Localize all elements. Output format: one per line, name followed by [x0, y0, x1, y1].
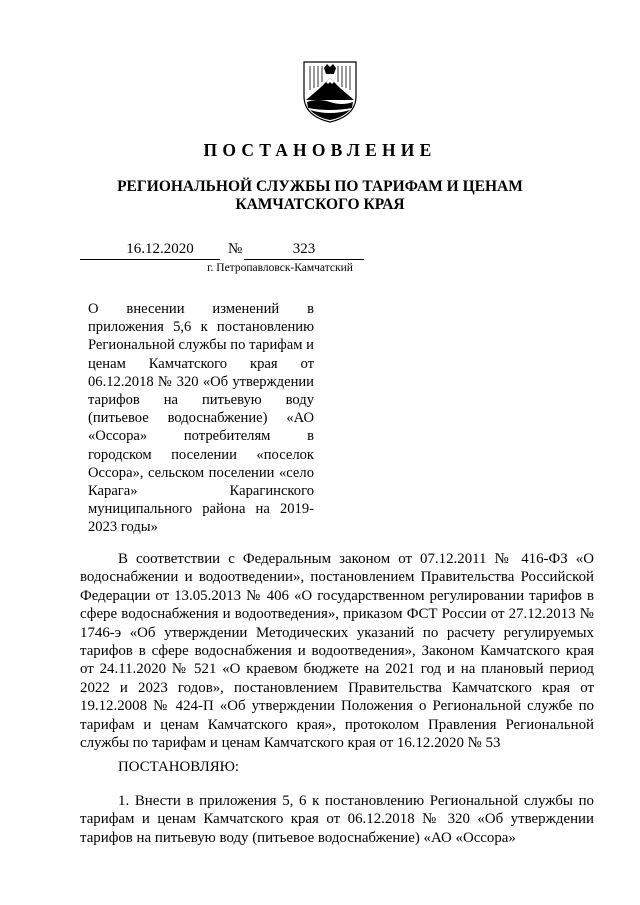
document-subject: О внесении изменений в приложения 5,6 к постановлению Региональной службы по тарифам и ценам Камчатского края от 06.12.2018 № 320 «Об утверждении тарифов на питьевую воду (питьевое водоснабжение) «АО «Оссора» потребителям в городском поселении «поселок Оссора», сельском поселении «село Карага» Карагинского муниципального района на 2019-2023 годы»: [88, 301, 314, 536]
kamchatka-coat-of-arms-icon: [300, 60, 360, 124]
preamble-paragraph: В соответствии с Федеральным законом от 07.12.2011 № 416-ФЗ «О водоснабжении и водоотведении», постановлением Правительства Российской Федерации от 13.05.2013 № 406 «О государственном регулировании тарифов в сфере водоснабжения и водоотведения», приказом ФСТ России от 27.12.2013 № 1746-э «Об утверждении Методических указаний по расчету регулируемых тарифов в сфере водоснабжения и водоотведения», Законом Камчатского края от 24.11.2020 № 521 «О краевом бюджете на 2021 год и на плановый период 2022 и 2023 годов», постановлением Правительства Камчатского края от 19.12.2008 № 424-П «Об утверждении Положения о Региональной службе по тарифам и ценам Камчатского края», протоколом Правления Региональной службы по тарифам и ценам Камчатского края от 16.12.2020 № 53: [80, 551, 594, 752]
date-number-row: [80, 240, 370, 260]
decree-word: ПОСТАНОВЛЯЮ:: [118, 759, 240, 775]
document-number: 323: [244, 240, 364, 260]
organization-line-2: КАМЧАТСКОГО КРАЯ: [235, 196, 405, 213]
organization-name: [0, 178, 640, 214]
document-date: 16.12.2020: [80, 240, 220, 260]
city-name: г. Петропавловск-Камчатский: [207, 262, 353, 274]
organization-line-1: РЕГИОНАЛЬНОЙ СЛУЖБЫ ПО ТАРИФАМ И ЦЕНАМ: [117, 178, 523, 195]
item-1-paragraph: 1. Внести в приложения 5, 6 к постановлению Региональной службы по тарифам и ценам Камчатского края от 06.12.2018 № 320 «Об утверждении тарифов на питьевую воду (питьевое водоснабжение) «АО «Оссора»: [80, 793, 594, 846]
document-title: ПОСТАНОВЛЕНИЕ: [203, 140, 437, 160]
number-sign: №: [228, 241, 243, 257]
